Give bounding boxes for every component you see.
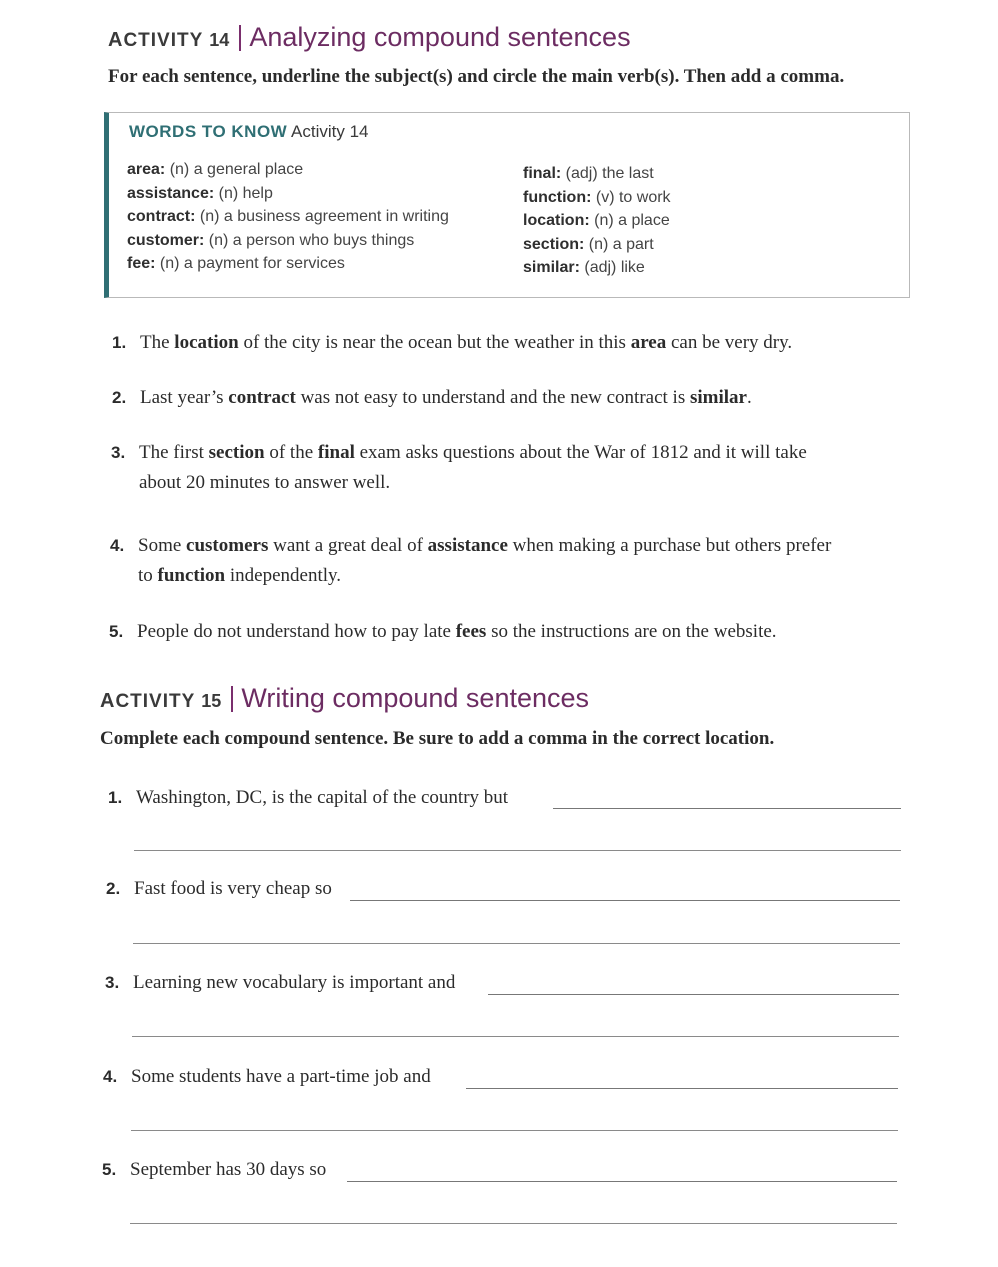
activity-14-item-3: 3. The first section of the final exam asks questions about the War of 1812 and it will take about 20 minutes to answer well. xyxy=(111,438,911,498)
activity-14-number: 14 xyxy=(209,30,230,50)
answer-line[interactable] xyxy=(130,1223,897,1224)
answer-line[interactable] xyxy=(488,994,899,995)
words-to-know-label: WORDS TO KNOW xyxy=(129,122,288,141)
activity-14-item-2: 2. Last year’s contract was not easy to understand and the new contract is similar. xyxy=(112,383,912,413)
activity-14-item-5: 5. People do not understand how to pay late fees so the instructions are on the website. xyxy=(109,617,909,647)
vocab-entry: location: (n) a place xyxy=(523,212,670,229)
sentence-text: The first section of the final exam asks questions about the War of 1812 and it will take about 20 minutes to answer well. xyxy=(139,442,807,493)
heading-divider xyxy=(239,25,241,51)
answer-line[interactable] xyxy=(350,900,900,901)
sentence-stem: September has 30 days so xyxy=(130,1159,327,1180)
words-to-know-title xyxy=(129,122,369,142)
answer-line[interactable] xyxy=(134,850,901,851)
sentence-text: People do not understand how to pay late fees so the instructions are on the website. xyxy=(137,621,777,642)
heading-divider xyxy=(231,686,233,712)
words-right-column xyxy=(523,162,671,280)
sentence-text: Some customers want a great deal of assistance when making a purchase but others prefer to function independently. xyxy=(138,535,832,586)
sentence-stem: Fast food is very cheap so xyxy=(134,878,332,899)
sentence-stem: Washington, DC, is the capital of the country but xyxy=(136,787,509,808)
answer-line[interactable] xyxy=(553,808,901,809)
activity-15-item-1: 1. Washington, DC, is the capital of the country but xyxy=(108,783,558,813)
words-left-column xyxy=(127,158,449,276)
activity-15-instructions: Complete each compound sentence. Be sure to add a comma in the correct location. xyxy=(100,728,775,749)
activity-14-item-1: 1. The location of the city is near the ocean but the weather in this area can be very dry. xyxy=(112,328,912,358)
activity-14-instructions: For each sentence, underline the subject(s) and circle the main verb(s). Then add a comma. xyxy=(108,66,845,87)
answer-line[interactable] xyxy=(131,1130,898,1131)
answer-line[interactable] xyxy=(133,943,900,944)
vocab-entry: customer: (n) a person who buys things xyxy=(127,231,415,249)
activity-15-title: Writing compound sentences xyxy=(241,683,590,713)
activity-15-item-4: 4. Some students have a part-time job and xyxy=(103,1062,483,1092)
sentence-stem: Learning new vocabulary is important and xyxy=(133,972,456,993)
answer-line[interactable] xyxy=(466,1088,898,1089)
activity-14-heading xyxy=(108,22,631,53)
vocab-entry: assistance: (n) help xyxy=(127,184,273,202)
answer-line[interactable] xyxy=(132,1036,899,1037)
activity-15-item-5: 5. September has 30 days so xyxy=(102,1155,362,1185)
activity-15-heading xyxy=(100,683,589,714)
answer-line[interactable] xyxy=(347,1181,897,1182)
vocab-entry: function: (v) to work xyxy=(523,188,671,206)
activity-15-item-3: 3. Learning new vocabulary is important and xyxy=(105,968,505,998)
vocab-entry: fee: (n) a payment for services xyxy=(127,255,345,272)
vocab-entry: similar: (adj) like xyxy=(523,259,645,276)
sentence-text: Last year’s contract was not easy to understand and the new contract is similar. xyxy=(140,387,752,408)
activity-14-title: Analyzing compound sentences xyxy=(249,22,631,52)
activity-15-number: 15 xyxy=(201,691,222,711)
sentence-text: The location of the city is near the ocean but the weather in this area can be very dry. xyxy=(140,332,793,353)
vocab-entry: contract: (n) a business agreement in writing xyxy=(127,208,449,225)
activity-15-label: ACTIVITY xyxy=(100,690,196,712)
vocab-entry: final: (adj) the last xyxy=(523,165,654,182)
vocab-entry: area: (n) a general place xyxy=(127,161,304,178)
words-to-know-box xyxy=(104,112,910,298)
activity-14-item-4: 4. Some customers want a great deal of assistance when making a purchase but others prefer to function independently. xyxy=(110,531,910,591)
words-to-know-sub: Activity 14 xyxy=(291,122,369,141)
sentence-stem: Some students have a part-time job and xyxy=(131,1066,431,1087)
activity-14-label: ACTIVITY xyxy=(108,29,204,51)
activity-15-item-2: 2. Fast food is very cheap so xyxy=(106,874,366,904)
vocab-entry: section: (n) a part xyxy=(523,235,654,253)
